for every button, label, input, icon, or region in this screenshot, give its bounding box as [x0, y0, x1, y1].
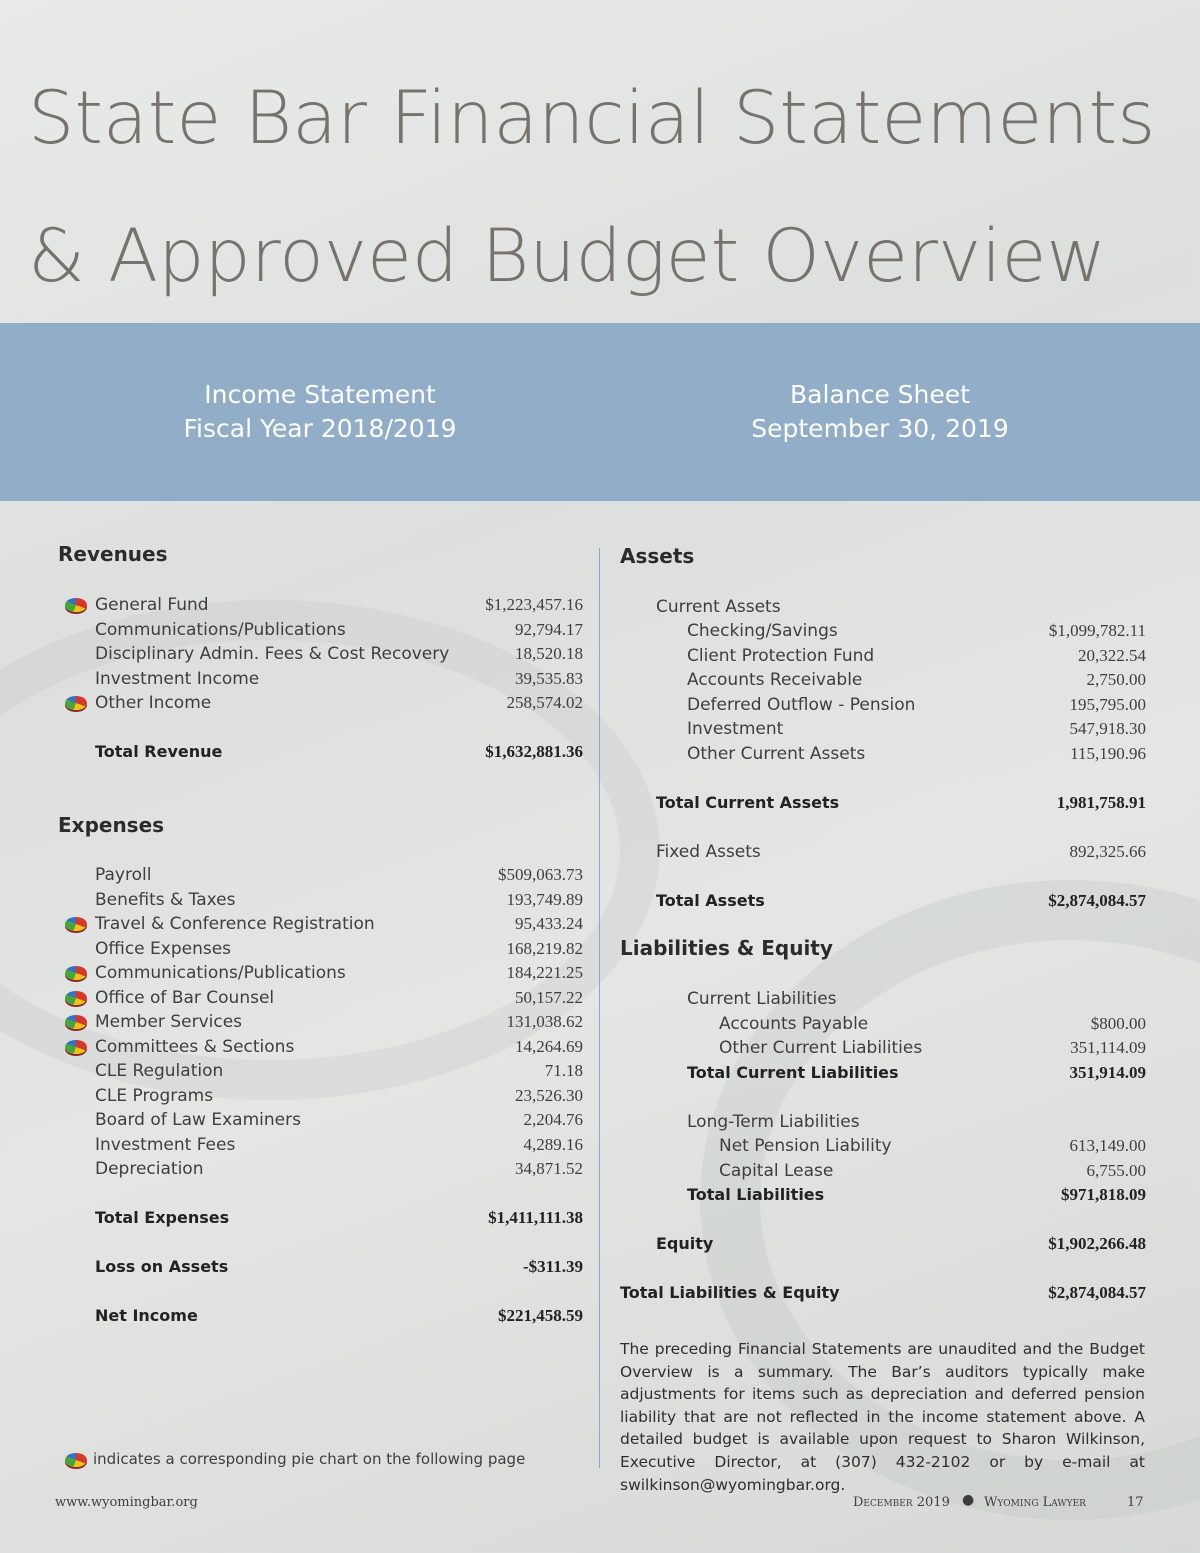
net-pension-liability-value: 613,149.00 — [1069, 1136, 1146, 1155]
loss-on-assets-row — [95, 1255, 583, 1279]
revenue-item-value: 92,794.17 — [515, 619, 583, 639]
current-asset-item-value: 547,918.30 — [1069, 719, 1146, 738]
pie-chart-icon — [65, 1040, 87, 1054]
income-statement-header — [40, 378, 600, 446]
equity-row — [656, 1232, 1146, 1256]
footer-website: www.wyomingbar.org — [55, 1495, 198, 1510]
other-current-liabilities-value: 351,114.09 — [1070, 1038, 1146, 1057]
expense-item-label: Benefits & Taxes — [95, 889, 236, 910]
capital-lease-label: Capital Lease — [719, 1161, 834, 1181]
expense-item-row — [95, 863, 583, 887]
expenses-heading: Expenses — [58, 813, 165, 837]
total-liabilities-value: $971,818.09 — [1061, 1185, 1146, 1204]
accounts-payable-label: Accounts Payable — [719, 1014, 869, 1034]
expense-item-value: $509,063.73 — [498, 865, 583, 884]
expense-item-row — [95, 961, 583, 985]
total-assets-label: Total Assets — [656, 891, 765, 910]
revenue-item-label: Disciplinary Admin. Fees & Cost Recovery — [95, 644, 450, 664]
expense-item-value: 193,749.89 — [506, 889, 583, 909]
expense-item-label: Travel & Conference Registration — [95, 914, 375, 934]
section-banner — [0, 323, 1200, 501]
expense-item-label: Investment Fees — [95, 1134, 236, 1155]
other-current-liabilities-label: Other Current Liabilities — [719, 1038, 923, 1058]
expense-item-label: Office of Bar Counsel — [95, 987, 275, 1008]
expense-item-value: 4,289.16 — [523, 1134, 583, 1154]
income-statement-title: Income Statement — [204, 380, 436, 409]
long-term-liabilities-label: Long-Term Liabilities — [687, 1112, 860, 1132]
total-current-assets-label: Total Current Assets — [656, 793, 840, 812]
expense-item-label: CLE Regulation — [95, 1061, 224, 1081]
total-liabilities-label: Total Liabilities — [687, 1185, 825, 1204]
assets-heading: Assets — [620, 544, 695, 568]
total-current-liabilities-row — [687, 1061, 1146, 1085]
pie-chart-icon — [65, 966, 87, 980]
expense-item-row — [95, 986, 583, 1010]
liabilities-equity-heading: Liabilities & Equity — [620, 936, 833, 960]
revenue-item-label: Investment Income — [95, 668, 260, 689]
pie-chart-icon — [65, 598, 87, 612]
current-asset-item-label: Deferred Outflow - Pension — [687, 694, 916, 715]
total-revenue-value: $1,632,881.36 — [485, 742, 583, 761]
total-revenue-row — [95, 740, 583, 764]
net-income-value: $221,458.59 — [498, 1306, 583, 1325]
current-asset-item-label: Other Current Assets — [687, 743, 866, 764]
expense-item-label: CLE Programs — [95, 1085, 214, 1106]
expense-item-label: Office Expenses — [95, 938, 232, 959]
expense-item-value: 184,221.25 — [506, 963, 583, 982]
column-divider — [599, 548, 600, 1468]
total-assets-value: $2,874,084.57 — [1048, 891, 1146, 910]
expense-item-row — [95, 1035, 583, 1059]
expense-item-label: Depreciation — [95, 1159, 204, 1179]
current-asset-item-label: Investment — [687, 719, 784, 739]
expense-item-value: 131,038.62 — [506, 1012, 583, 1031]
expense-item-value: 50,157.22 — [515, 987, 583, 1007]
total-current-assets-row — [656, 791, 1146, 815]
total-expenses-label: Total Expenses — [95, 1208, 230, 1227]
title-line-2: & Approved Budget Overview — [28, 214, 1107, 299]
total-expenses-row — [95, 1206, 583, 1230]
pie-chart-icon — [65, 917, 87, 931]
expense-item-row — [95, 1108, 583, 1132]
long-term-label-row — [687, 1110, 1146, 1134]
current-liabilities-label-row — [687, 987, 1146, 1011]
expense-item-row — [95, 1084, 583, 1108]
revenue-item-row — [95, 618, 583, 642]
current-asset-item-row — [687, 644, 1146, 668]
footer-magazine: Wyoming Lawyer — [984, 1495, 1086, 1510]
pie-chart-icon — [65, 696, 87, 710]
pie-chart-icon — [65, 991, 87, 1005]
expense-item-row — [95, 1010, 583, 1034]
net-income-label: Net Income — [95, 1306, 198, 1325]
expense-item-row — [95, 888, 583, 912]
expense-item-label: Payroll — [95, 865, 152, 885]
net-pension-liability-row — [719, 1134, 1146, 1158]
footer-page-number: 17 — [1127, 1495, 1144, 1510]
expense-item-value: 95,433.24 — [515, 914, 583, 933]
current-liabilities-label: Current Liabilities — [687, 989, 837, 1009]
total-current-liabilities-value: 351,914.09 — [1069, 1063, 1146, 1082]
revenue-item-row — [95, 593, 583, 617]
revenue-item-value: 18,520.18 — [515, 644, 583, 663]
expense-item-row — [95, 1157, 583, 1181]
accounts-payable-value: $800.00 — [1090, 1014, 1146, 1033]
total-liabilities-equity-label: Total Liabilities & Equity — [620, 1283, 840, 1302]
total-expenses-value: $1,411,111.38 — [488, 1208, 583, 1227]
revenue-item-label: Other Income — [95, 693, 212, 713]
pie-chart-icon — [65, 1015, 87, 1029]
current-asset-item-value: 195,795.00 — [1069, 694, 1146, 714]
expense-item-row — [95, 912, 583, 936]
revenue-item-row — [95, 667, 583, 691]
current-asset-item-row — [687, 668, 1146, 692]
equity-value: $1,902,266.48 — [1048, 1234, 1146, 1253]
capital-lease-row — [719, 1159, 1146, 1183]
total-liabilities-row — [687, 1183, 1146, 1207]
expense-item-value: 71.18 — [544, 1061, 583, 1080]
expense-item-label: Committees & Sections — [95, 1036, 295, 1057]
total-current-assets-value: 1,981,758.91 — [1056, 793, 1146, 812]
current-asset-item-label: Client Protection Fund — [687, 645, 875, 666]
revenues-heading: Revenues — [58, 542, 168, 566]
total-current-liabilities-label: Total Current Liabilities — [687, 1063, 899, 1082]
total-assets-row — [656, 889, 1146, 913]
balance-sheet-header — [600, 378, 1160, 446]
fixed-assets-value: 892,325.66 — [1069, 842, 1146, 861]
page-title — [28, 50, 1188, 326]
fixed-assets-label: Fixed Assets — [656, 842, 761, 862]
expense-item-row — [95, 1059, 583, 1083]
expense-item-row — [95, 1133, 583, 1157]
net-income-row — [95, 1304, 583, 1328]
revenue-item-value: 258,574.02 — [506, 693, 583, 712]
current-asset-item-value: 115,190.96 — [1070, 743, 1146, 763]
footer-issue: December 2019 — [853, 1495, 950, 1510]
net-pension-liability-label: Net Pension Liability — [719, 1136, 892, 1156]
current-asset-item-row — [687, 742, 1146, 766]
current-asset-item-row — [687, 619, 1146, 643]
revenue-item-row — [95, 642, 583, 666]
loss-on-assets-value: -$311.39 — [523, 1257, 583, 1276]
footer-bullet-icon: ● — [962, 1492, 975, 1508]
title-line-1: State Bar Financial Statements — [28, 76, 1156, 161]
fixed-assets-row — [656, 840, 1146, 864]
expense-item-label: Board of Law Examiners — [95, 1110, 301, 1130]
revenue-item-label: General Fund — [95, 595, 209, 615]
current-asset-item-value: 20,322.54 — [1078, 645, 1146, 665]
balance-sheet-title: Balance Sheet — [790, 380, 970, 409]
current-assets-label: Current Assets — [656, 597, 781, 617]
disclaimer-note: The preceding Financial Statements are unaudited and the Budget Overview is a summary. The Bar’s auditors typically make adjustments for items such as depreciation and deferred pension liability that are not reflected in the income statement above. A detailed budget is available upon request to Sharon Wilkinson, Executive Director, at (307) 432-2102 or by e-mail at swilkinson@wyomingbar.org. — [620, 1340, 1145, 1494]
pie-chart-legend — [65, 1450, 525, 1468]
expense-item-value: 34,871.52 — [515, 1159, 583, 1178]
expense-item-row — [95, 937, 583, 961]
revenue-item-row — [95, 691, 583, 715]
legend-text: indicates a corresponding pie chart on the following page — [93, 1450, 526, 1468]
expense-item-value: 2,204.76 — [523, 1110, 583, 1129]
other-current-liabilities-row — [719, 1036, 1146, 1060]
accounts-payable-row — [719, 1012, 1146, 1036]
revenue-item-value: 39,535.83 — [515, 668, 583, 688]
capital-lease-value: 6,755.00 — [1086, 1161, 1146, 1180]
current-asset-item-label: Accounts Receivable — [687, 670, 863, 690]
expense-item-label: Communications/Publications — [95, 963, 346, 983]
expense-item-value: 23,526.30 — [515, 1085, 583, 1105]
loss-on-assets-label: Loss on Assets — [95, 1257, 229, 1276]
income-statement-period: Fiscal Year 2018/2019 — [183, 414, 457, 443]
expense-item-value: 14,264.69 — [515, 1036, 583, 1056]
current-asset-item-label: Checking/Savings — [687, 621, 838, 641]
revenue-item-label: Communications/Publications — [95, 619, 346, 640]
current-asset-item-row — [687, 717, 1146, 741]
total-liabilities-equity-value: $2,874,084.57 — [1048, 1283, 1146, 1302]
current-asset-item-row — [687, 693, 1146, 717]
current-asset-item-value: $1,099,782.11 — [1048, 621, 1146, 640]
pie-chart-icon — [65, 1453, 87, 1467]
current-assets-label-row — [656, 595, 1146, 619]
revenue-item-value: $1,223,457.16 — [485, 595, 583, 614]
current-asset-item-value: 2,750.00 — [1086, 670, 1146, 689]
expense-item-label: Member Services — [95, 1012, 243, 1032]
expense-item-value: 168,219.82 — [506, 938, 583, 958]
balance-sheet-date: September 30, 2019 — [751, 414, 1009, 443]
total-liabilities-equity-row — [620, 1281, 1146, 1305]
equity-label: Equity — [656, 1234, 714, 1253]
total-revenue-label: Total Revenue — [95, 742, 223, 761]
